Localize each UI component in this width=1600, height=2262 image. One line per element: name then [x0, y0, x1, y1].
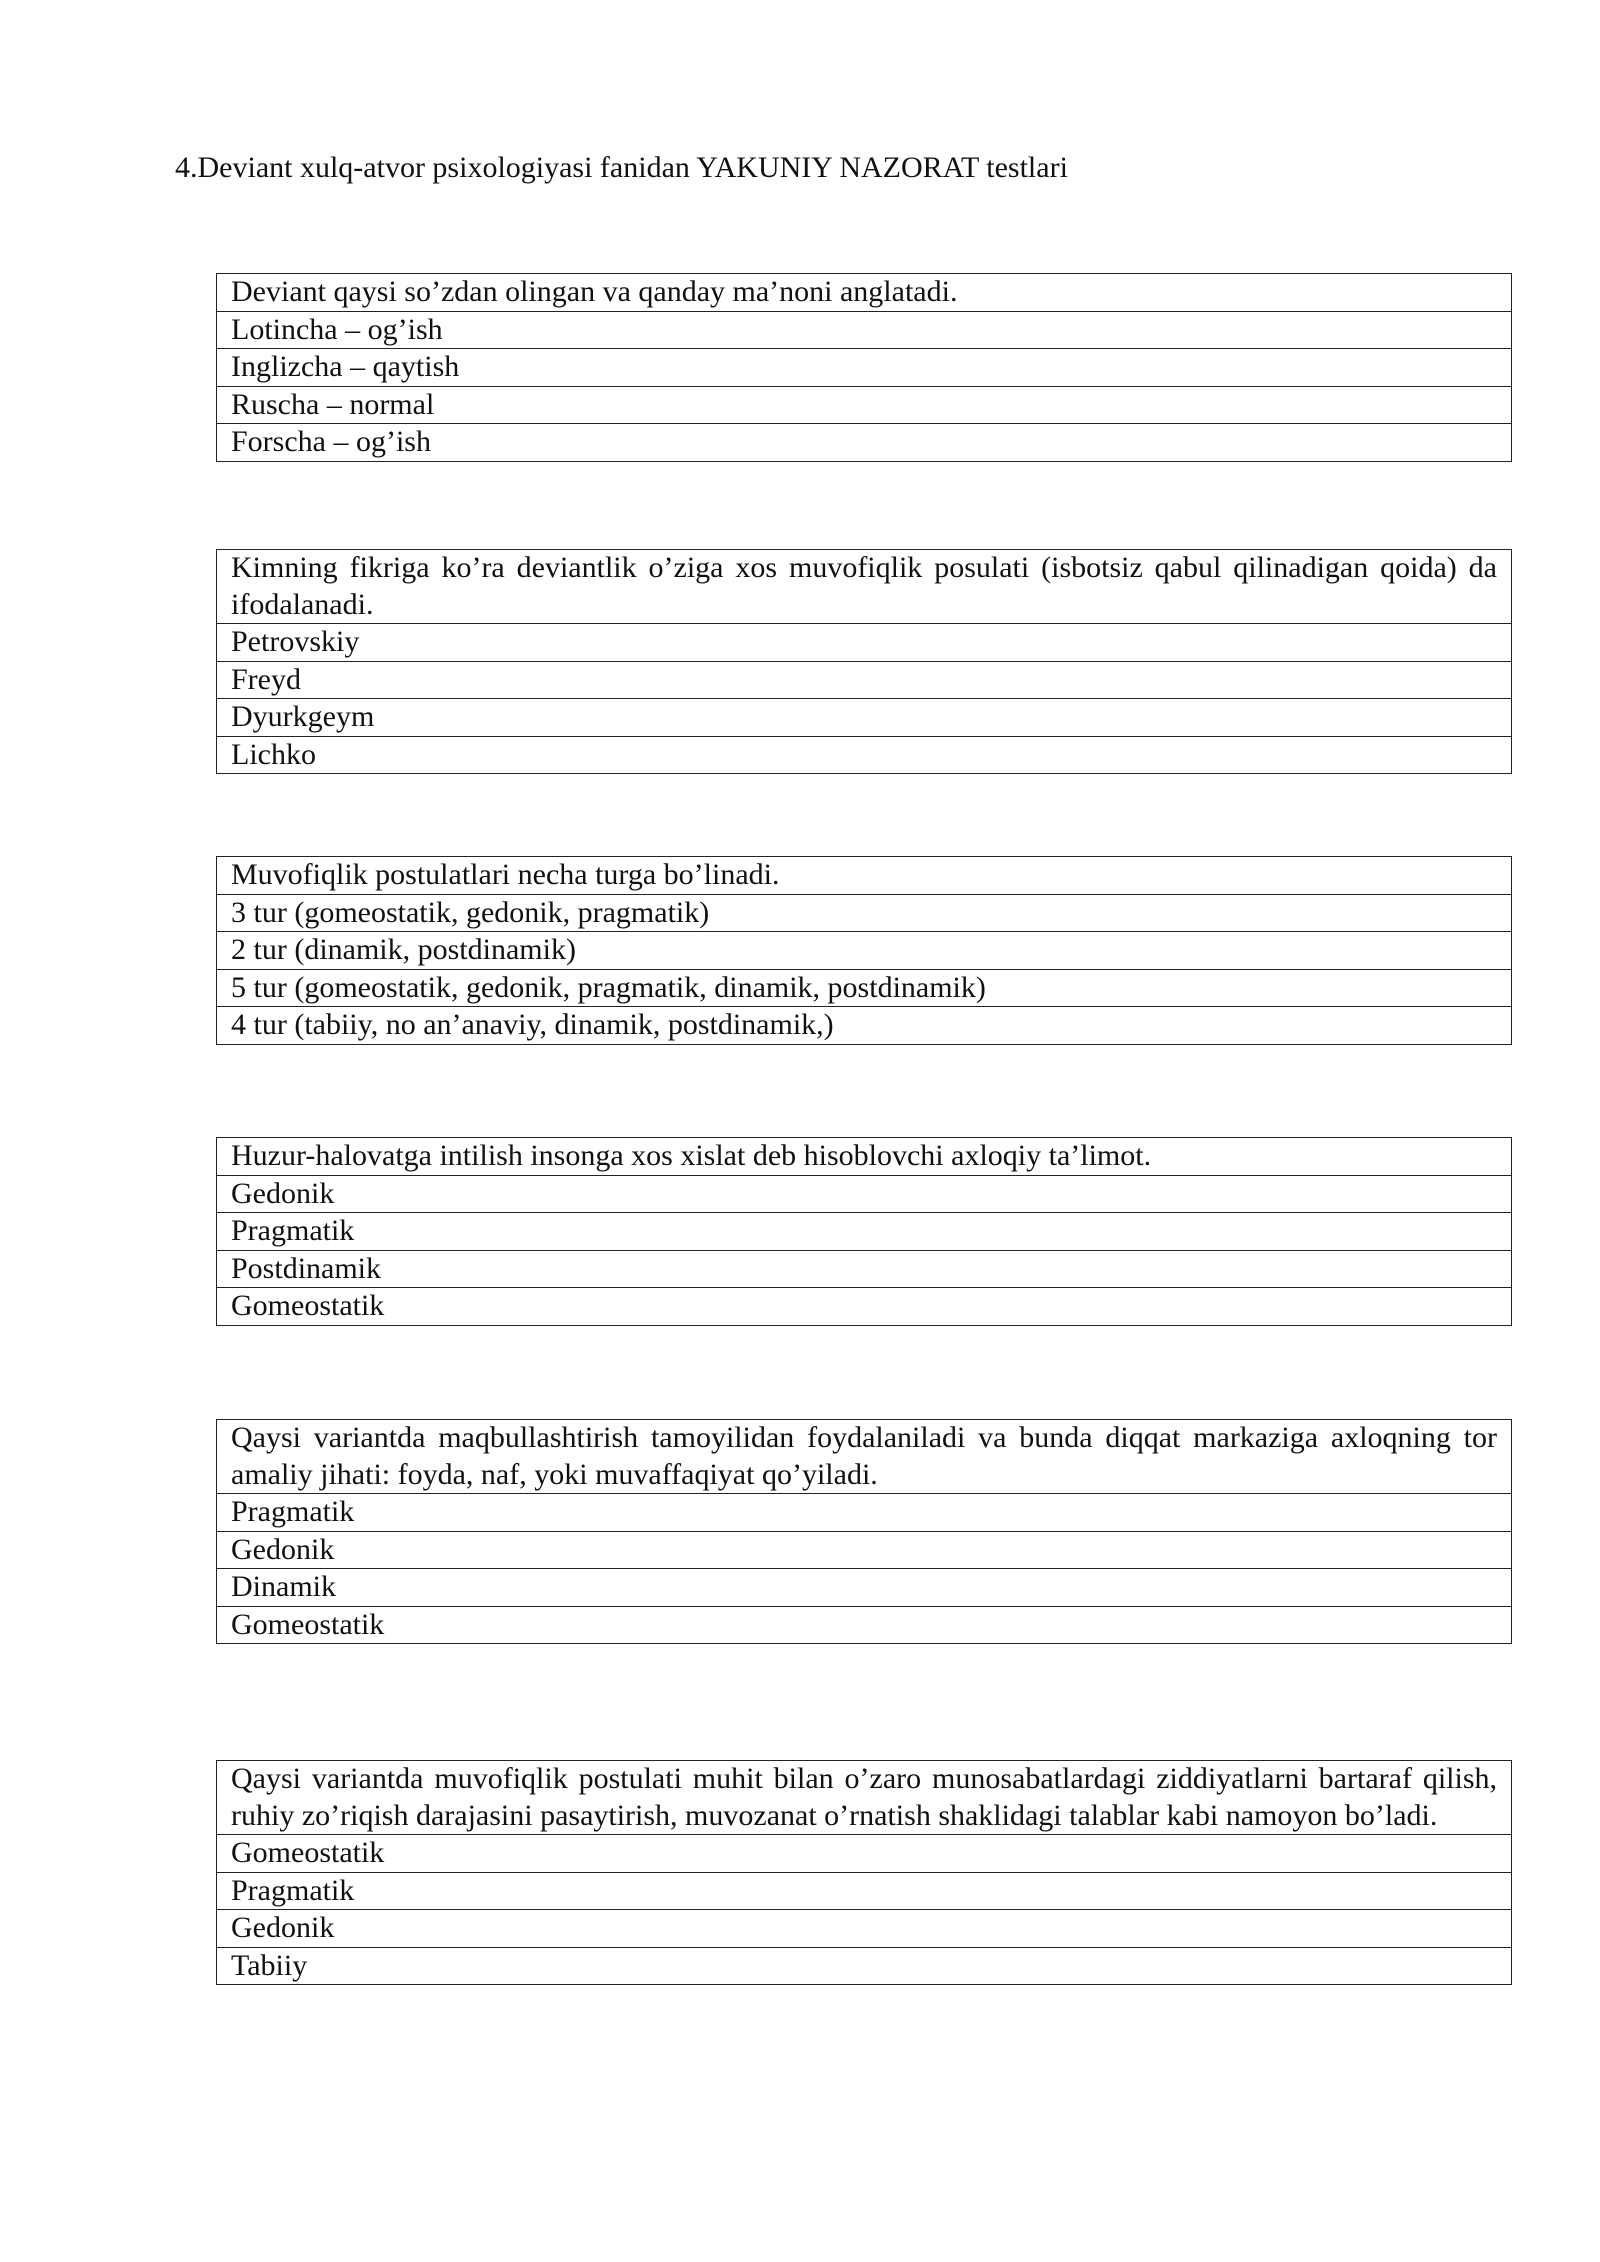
- answer-row: [217, 1910, 1512, 1948]
- answer-option-c: 5 tur (gomeostatik, gedonik, pragmatik, dinamik, postdinamik): [217, 969, 1512, 1007]
- question-row: [217, 1761, 1512, 1835]
- question-text: Huzur-halovatga intilish insonga xos xislat deb hisoblovchi axloqiy ta’limot.: [217, 1138, 1512, 1176]
- answer-row: [217, 894, 1512, 932]
- answer-row: [217, 1835, 1512, 1873]
- question-text: Kimning fikriga ko’ra deviantlik o’ziga xos muvofiqlik posulati (isbotsiz qabul qilinadigan qoida) da ifodalanadi.: [217, 550, 1512, 624]
- question-table-2: [216, 549, 1512, 774]
- answer-option-a: Gomeostatik: [217, 1835, 1512, 1873]
- answer-option-b: 2 tur (dinamik, postdinamik): [217, 932, 1512, 970]
- answer-row: [217, 424, 1512, 462]
- answer-row: [217, 1531, 1512, 1569]
- answer-row: [217, 1175, 1512, 1213]
- answer-row: [217, 311, 1512, 349]
- answer-option-b: Freyd: [217, 661, 1512, 699]
- question-text: Qaysi variantda muvofiqlik postulati muhit bilan o’zaro munosabatlardagi ziddiyatlarni bartaraf qilish, ruhiy zo’riqish darajasini pasaytirish, muvozanat o’rnatish shaklidagi talablar kabi namoyon bo’ladi.: [217, 1761, 1512, 1835]
- answer-row: [217, 1606, 1512, 1644]
- answer-option-a: Gedonik: [217, 1175, 1512, 1213]
- answer-option-a: Pragmatik: [217, 1494, 1512, 1532]
- answer-option-d: Forscha – og’ish: [217, 424, 1512, 462]
- answer-option-c: Dyurkgeym: [217, 699, 1512, 737]
- answer-row: [217, 1947, 1512, 1985]
- question-table-6: [216, 1760, 1512, 1985]
- question-row: [217, 550, 1512, 624]
- answer-row: [217, 699, 1512, 737]
- answer-row: [217, 661, 1512, 699]
- answer-row: [217, 1569, 1512, 1607]
- answer-option-d: Lichko: [217, 736, 1512, 774]
- answer-option-d: 4 tur (tabiiy, no an’anaviy, dinamik, postdinamik,): [217, 1007, 1512, 1045]
- answer-row: [217, 1213, 1512, 1251]
- answer-option-c: Postdinamik: [217, 1250, 1512, 1288]
- answer-option-b: Pragmatik: [217, 1213, 1512, 1251]
- answer-row: [217, 969, 1512, 1007]
- answer-option-a: Lotincha – og’ish: [217, 311, 1512, 349]
- question-table-3: [216, 856, 1512, 1045]
- answer-row: [217, 1007, 1512, 1045]
- question-row: [217, 1420, 1512, 1494]
- answer-option-c: Dinamik: [217, 1569, 1512, 1607]
- answer-row: [217, 624, 1512, 662]
- answer-option-a: Petrovskiy: [217, 624, 1512, 662]
- answer-option-a: 3 tur (gomeostatik, gedonik, pragmatik): [217, 894, 1512, 932]
- question-row: [217, 274, 1512, 312]
- question-row: [217, 1138, 1512, 1176]
- question-text: Deviant qaysi so’zdan olingan va qanday ma’noni anglatadi.: [217, 274, 1512, 312]
- question-row: [217, 857, 1512, 895]
- answer-row: [217, 1250, 1512, 1288]
- answer-option-d: Tabiiy: [217, 1947, 1512, 1985]
- question-table-5: [216, 1419, 1512, 1644]
- question-table-4: [216, 1137, 1512, 1326]
- answer-option-d: Gomeostatik: [217, 1606, 1512, 1644]
- page-title: 4.Deviant xulq-atvor psixologiyasi fanidan YAKUNIY NAZORAT testlari: [175, 151, 1068, 184]
- answer-row: [217, 736, 1512, 774]
- question-table-1: [216, 273, 1512, 462]
- answer-row: [217, 932, 1512, 970]
- answer-option-b: Inglizcha – qaytish: [217, 349, 1512, 387]
- answer-option-b: Gedonik: [217, 1531, 1512, 1569]
- answer-option-c: Ruscha – normal: [217, 386, 1512, 424]
- answer-option-b: Pragmatik: [217, 1872, 1512, 1910]
- answer-option-c: Gedonik: [217, 1910, 1512, 1948]
- answer-row: [217, 1872, 1512, 1910]
- question-text: Muvofiqlik postulatlari necha turga bo’linadi.: [217, 857, 1512, 895]
- question-text: Qaysi variantda maqbullashtirish tamoyilidan foydalaniladi va bunda diqqat markaziga axloqning tor amaliy jihati: foyda, naf, yoki muvaffaqiyat qo’yiladi.: [217, 1420, 1512, 1494]
- answer-row: [217, 1494, 1512, 1532]
- answer-row: [217, 349, 1512, 387]
- answer-row: [217, 1288, 1512, 1326]
- answer-option-d: Gomeostatik: [217, 1288, 1512, 1326]
- answer-row: [217, 386, 1512, 424]
